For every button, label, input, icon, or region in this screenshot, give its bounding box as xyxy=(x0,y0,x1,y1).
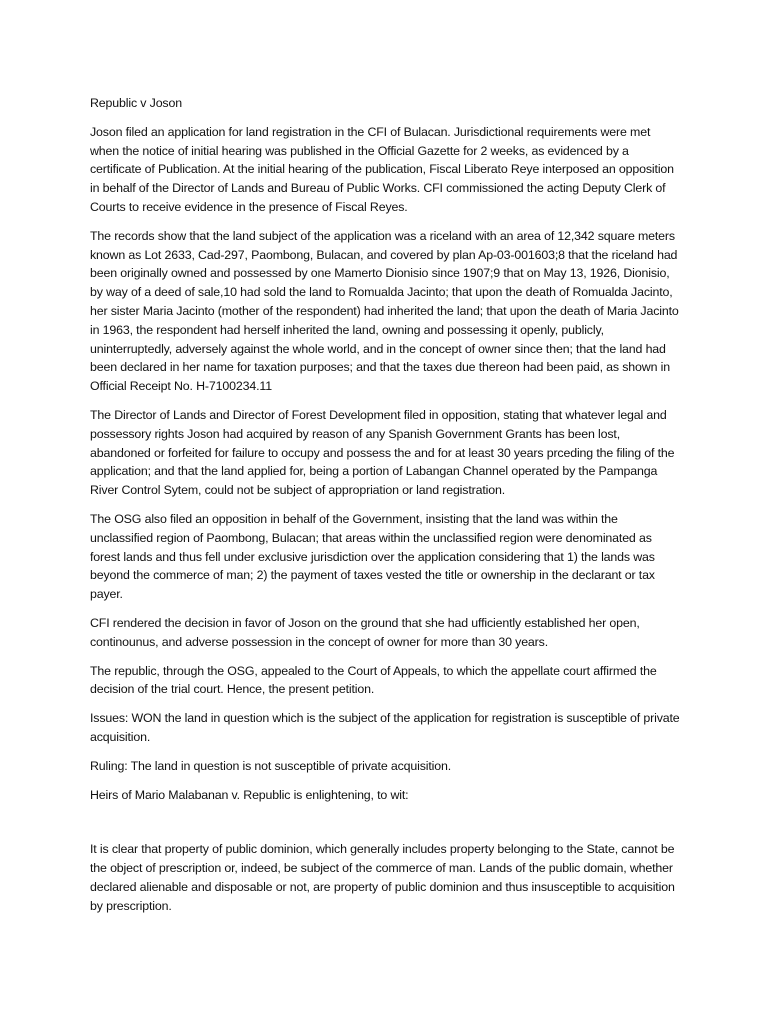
document-page xyxy=(90,94,680,925)
paragraph-citation-intro: Heirs of Mario Malabanan v. Republic is enlightening, to wit: xyxy=(90,787,409,802)
blank-line xyxy=(90,814,680,840)
document-title: Republic v Joson xyxy=(90,96,182,110)
paragraph-cfi-decision: CFI rendered the decision in favor of Joson on the ground that she had ufficiently established her open, continounus, and adverse possession in the concept of owner for more than 30 years. xyxy=(90,615,640,649)
paragraph-background: Joson filed an application for land registration in the CFI of Bulacan. Jurisdictional requirements were met when the notice of initial hearing was published in the Official Gazette for 2 weeks, as evidenced by a certificate of Publication. At the initial hearing of the publication, Fiscal Liberato Reye interposed an opposition in behalf of the Director of Lands and Bureau of Public Works. CFI commissioned the acting Deputy Clerk of Courts to receive evidence in the presence of Fiscal Reyes. xyxy=(90,124,674,214)
paragraph-director-opposition: The Director of Lands and Director of Forest Development filed in opposition, stating that whatever legal and possessory rights Joson had acquired by reason of any Spanish Government Grants has been lost, abandoned or forfeited for failure to occupy and possess the and for at least 30 years prceding the filing of the application; and that the land applied for, being a portion of Labangan Channel operated by the Pampanga River Control Sytem, could not be subject of appropriation or land registration. xyxy=(90,407,675,498)
paragraph-quoted-ruling: It is clear that property of public dominion, which generally includes property belonging to the State, cannot be the object of prescription or, indeed, be subject of the commerce of man. Lands of the public domain, whether declared alienable and disposable or not, are property of public dominion and thus insusceptible to acquisition by prescription. xyxy=(90,842,675,913)
paragraph-appeal: The republic, through the OSG, appealed to the Court of Appeals, to which the appellate court affirmed the decision of the trial court. Hence, the present petition. xyxy=(90,663,657,697)
paragraph-issues: Issues: WON the land in question which is the subject of the application for registration is susceptible of private acquisition. xyxy=(90,711,680,744)
paragraph-ruling: Ruling: The land in question is not susceptible of private acquisition. xyxy=(90,758,452,773)
paragraph-osg-opposition: The OSG also filed an opposition in behalf of the Government, insisting that the land was within the unclassified region of Paombong, Bulacan; that areas within the unclassified region were denominated as forest lands and thus fell under exclusive jurisdiction over the application considering that 1) the lands was beyond the commerce of man; 2) the payment of taxes vested the title or ownership in the declarant or tax payer. xyxy=(90,511,655,602)
paragraph-records: The records show that the land subject of the application was a riceland with an area of 12,342 square meters known as Lot 2633, Cad-297, Paombong, Bulacan, and covered by plan Ap-03-001603;8 that the riceland had been originally owned and possessed by one Mamerto Dionisio since 1907;9 that on May 13, 1926, Dionisio, by way of a deed of sale,10 had sold the land to Romualda Jacinto; that upon the death of Romualda Jacinto, her sister Maria Jacinto (mother of the respondent) had inherited the land; that upon the death of Maria Jacinto in 1963, the respondent had herself inherited the land, owning and possessing it openly, publicly, uninterruptedly, adversely against the whole world, and in the concept of owner since then; that the land had been declared in her name for taxation purposes; and that the taxes due thereon had been paid, as shown in Official Receipt No. H-7100234.11 xyxy=(90,228,679,394)
